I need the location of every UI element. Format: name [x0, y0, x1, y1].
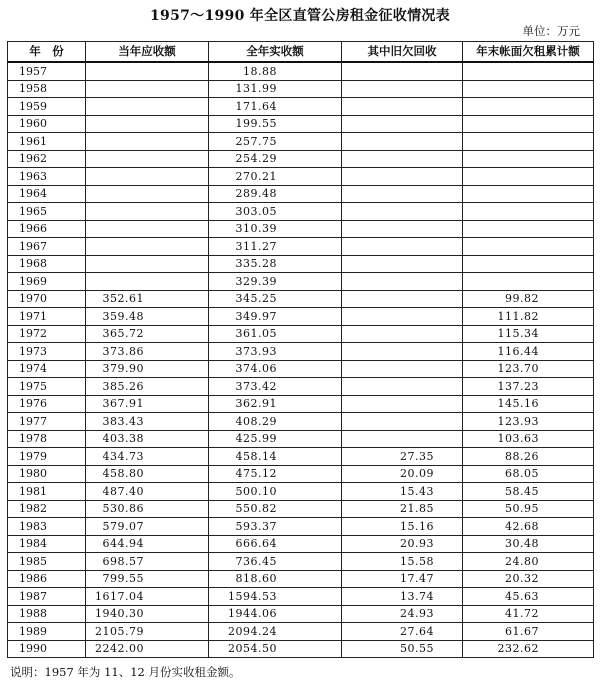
table-row [8, 465, 594, 483]
cell-arrears-recovered [342, 203, 463, 221]
cell-year: 1961 [8, 133, 86, 151]
cell-arrears-recovered: 15.43 [342, 483, 463, 501]
cell-arrears-recovered [342, 308, 463, 326]
cell-year: 1968 [8, 255, 86, 273]
cell-arrears-recovered [342, 343, 463, 361]
cell-collected: 361.05 [209, 325, 342, 343]
table-row [8, 255, 594, 273]
cell-year: 1982 [8, 500, 86, 518]
table-row [8, 413, 594, 431]
cell-arrears-accumulated: 45.63 [463, 588, 594, 606]
cell-year: 1958 [8, 80, 86, 98]
cell-receivable: 487.40 [86, 483, 209, 501]
cell-arrears-recovered: 27.35 [342, 448, 463, 466]
cell-arrears-recovered [342, 255, 463, 273]
cell-arrears-recovered: 20.09 [342, 465, 463, 483]
cell-receivable: 799.55 [86, 570, 209, 588]
cell-arrears-accumulated: 58.45 [463, 483, 594, 501]
header-collected: 全年实收额 [209, 42, 342, 63]
cell-year: 1963 [8, 168, 86, 186]
cell-year: 1986 [8, 570, 86, 588]
cell-arrears-recovered [342, 62, 463, 80]
cell-collected: 475.12 [209, 465, 342, 483]
cell-arrears-accumulated [463, 203, 594, 221]
cell-year: 1979 [8, 448, 86, 466]
cell-year: 1984 [8, 535, 86, 553]
cell-receivable: 383.43 [86, 413, 209, 431]
table-row [8, 553, 594, 571]
cell-receivable [86, 220, 209, 238]
cell-receivable: 2242.00 [86, 640, 209, 658]
table-row [8, 588, 594, 606]
table-row [8, 535, 594, 553]
cell-collected: 310.39 [209, 220, 342, 238]
cell-collected: 345.25 [209, 290, 342, 308]
cell-arrears-recovered [342, 378, 463, 396]
cell-collected: 199.55 [209, 115, 342, 133]
table-row [8, 115, 594, 133]
cell-receivable: 352.61 [86, 290, 209, 308]
cell-arrears-recovered: 50.55 [342, 640, 463, 658]
cell-year: 1973 [8, 343, 86, 361]
cell-receivable: 367.91 [86, 395, 209, 413]
cell-arrears-accumulated: 123.93 [463, 413, 594, 431]
table-row [8, 430, 594, 448]
cell-receivable [86, 273, 209, 291]
cell-receivable [86, 203, 209, 221]
footnote: 说明：1957 年为 11、12 月份实收租金额。 [10, 665, 241, 679]
cell-arrears-recovered [342, 133, 463, 151]
header-arrears-accumulated: 年末帐面欠租累计额 [463, 42, 594, 63]
cell-arrears-accumulated [463, 62, 594, 80]
cell-collected: 458.14 [209, 448, 342, 466]
cell-year: 1983 [8, 518, 86, 536]
cell-collected: 289.48 [209, 185, 342, 203]
cell-arrears-accumulated [463, 185, 594, 203]
cell-collected: 374.06 [209, 360, 342, 378]
table-row [8, 360, 594, 378]
cell-arrears-accumulated: 61.67 [463, 623, 594, 641]
cell-collected: 18.88 [209, 62, 342, 80]
header-row [8, 42, 594, 63]
cell-arrears-accumulated: 20.32 [463, 570, 594, 588]
cell-arrears-accumulated: 42.68 [463, 518, 594, 536]
cell-year: 1987 [8, 588, 86, 606]
table-row [8, 98, 594, 116]
cell-collected: 373.42 [209, 378, 342, 396]
cell-year: 1988 [8, 605, 86, 623]
table-row [8, 220, 594, 238]
table-row [8, 518, 594, 536]
cell-collected: 1594.53 [209, 588, 342, 606]
cell-year: 1969 [8, 273, 86, 291]
cell-arrears-accumulated: 116.44 [463, 343, 594, 361]
cell-arrears-recovered [342, 273, 463, 291]
cell-collected: 329.39 [209, 273, 342, 291]
cell-arrears-accumulated: 137.23 [463, 378, 594, 396]
cell-year: 1976 [8, 395, 86, 413]
cell-collected: 666.64 [209, 535, 342, 553]
cell-arrears-accumulated [463, 220, 594, 238]
cell-receivable: 379.90 [86, 360, 209, 378]
header-receivable: 当年应收额 [86, 42, 209, 63]
cell-receivable [86, 62, 209, 80]
cell-receivable: 1940.30 [86, 605, 209, 623]
cell-year: 1967 [8, 238, 86, 256]
table-row [8, 325, 594, 343]
table-row [8, 395, 594, 413]
cell-arrears-recovered: 17.47 [342, 570, 463, 588]
table-body [8, 62, 594, 658]
cell-arrears-recovered [342, 413, 463, 431]
cell-arrears-accumulated: 50.95 [463, 500, 594, 518]
cell-arrears-recovered: 27.64 [342, 623, 463, 641]
cell-year: 1975 [8, 378, 86, 396]
cell-year: 1966 [8, 220, 86, 238]
cell-receivable [86, 133, 209, 151]
cell-arrears-accumulated [463, 273, 594, 291]
cell-arrears-recovered [342, 395, 463, 413]
cell-collected: 349.97 [209, 308, 342, 326]
table-row [8, 343, 594, 361]
cell-year: 1974 [8, 360, 86, 378]
cell-collected: 2054.50 [209, 640, 342, 658]
cell-receivable: 434.73 [86, 448, 209, 466]
table-row [8, 203, 594, 221]
cell-arrears-recovered [342, 115, 463, 133]
cell-arrears-accumulated: 30.48 [463, 535, 594, 553]
cell-arrears-accumulated [463, 255, 594, 273]
table-row [8, 185, 594, 203]
cell-receivable [86, 115, 209, 133]
table-row [8, 150, 594, 168]
cell-receivable: 1617.04 [86, 588, 209, 606]
cell-arrears-accumulated: 103.63 [463, 430, 594, 448]
cell-receivable: 579.07 [86, 518, 209, 536]
cell-receivable [86, 80, 209, 98]
table-row [8, 448, 594, 466]
cell-collected: 593.37 [209, 518, 342, 536]
cell-arrears-accumulated: 41.72 [463, 605, 594, 623]
table-row [8, 62, 594, 80]
table-row [8, 273, 594, 291]
cell-arrears-recovered [342, 360, 463, 378]
cell-receivable: 403.38 [86, 430, 209, 448]
cell-collected: 425.99 [209, 430, 342, 448]
cell-arrears-recovered [342, 185, 463, 203]
cell-arrears-accumulated [463, 168, 594, 186]
cell-collected: 362.91 [209, 395, 342, 413]
cell-arrears-recovered [342, 80, 463, 98]
cell-receivable: 373.86 [86, 343, 209, 361]
cell-arrears-recovered [342, 290, 463, 308]
cell-year: 1985 [8, 553, 86, 571]
cell-arrears-accumulated [463, 98, 594, 116]
cell-arrears-recovered: 15.58 [342, 553, 463, 571]
cell-receivable: 530.86 [86, 500, 209, 518]
cell-receivable: 458.80 [86, 465, 209, 483]
cell-arrears-accumulated [463, 80, 594, 98]
cell-receivable [86, 238, 209, 256]
cell-receivable [86, 150, 209, 168]
cell-arrears-accumulated: 111.82 [463, 308, 594, 326]
cell-year: 1971 [8, 308, 86, 326]
cell-year: 1959 [8, 98, 86, 116]
cell-receivable [86, 255, 209, 273]
cell-arrears-recovered [342, 238, 463, 256]
cell-year: 1972 [8, 325, 86, 343]
cell-arrears-accumulated: 115.34 [463, 325, 594, 343]
cell-receivable: 385.26 [86, 378, 209, 396]
cell-year: 1989 [8, 623, 86, 641]
cell-year: 1965 [8, 203, 86, 221]
table-row [8, 168, 594, 186]
cell-collected: 131.99 [209, 80, 342, 98]
cell-receivable [86, 98, 209, 116]
header-year: 年 份 [8, 42, 86, 63]
cell-year: 1960 [8, 115, 86, 133]
cell-arrears-accumulated: 145.16 [463, 395, 594, 413]
cell-arrears-recovered: 13.74 [342, 588, 463, 606]
cell-arrears-recovered [342, 220, 463, 238]
cell-arrears-accumulated [463, 115, 594, 133]
table-row [8, 570, 594, 588]
cell-collected: 311.27 [209, 238, 342, 256]
cell-arrears-recovered [342, 325, 463, 343]
cell-collected: 254.29 [209, 150, 342, 168]
cell-collected: 373.93 [209, 343, 342, 361]
cell-receivable: 359.48 [86, 308, 209, 326]
cell-year: 1990 [8, 640, 86, 658]
table-row [8, 290, 594, 308]
cell-year: 1962 [8, 150, 86, 168]
cell-receivable: 698.57 [86, 553, 209, 571]
cell-arrears-accumulated: 232.62 [463, 640, 594, 658]
cell-receivable: 644.94 [86, 535, 209, 553]
cell-collected: 2094.24 [209, 623, 342, 641]
cell-arrears-recovered [342, 98, 463, 116]
cell-arrears-accumulated: 123.70 [463, 360, 594, 378]
table-title: 1957～1990 年全区直管公房租金征收情况表 [149, 8, 450, 24]
table-row [8, 378, 594, 396]
cell-collected: 257.75 [209, 133, 342, 151]
cell-year: 1978 [8, 430, 86, 448]
cell-collected: 303.05 [209, 203, 342, 221]
header-arrears-recovered: 其中旧欠回收 [342, 42, 463, 63]
cell-arrears-accumulated: 24.80 [463, 553, 594, 571]
cell-collected: 408.29 [209, 413, 342, 431]
cell-collected: 550.82 [209, 500, 342, 518]
table-row [8, 605, 594, 623]
cell-arrears-recovered [342, 168, 463, 186]
cell-arrears-accumulated: 88.26 [463, 448, 594, 466]
cell-arrears-accumulated: 68.05 [463, 465, 594, 483]
cell-collected: 171.64 [209, 98, 342, 116]
cell-arrears-accumulated [463, 150, 594, 168]
cell-collected: 270.21 [209, 168, 342, 186]
unit-label: 单位：万元 [522, 24, 580, 38]
cell-year: 1980 [8, 465, 86, 483]
cell-arrears-accumulated [463, 238, 594, 256]
cell-year: 1964 [8, 185, 86, 203]
cell-arrears-recovered: 24.93 [342, 605, 463, 623]
rent-collection-table [7, 41, 594, 658]
cell-receivable [86, 168, 209, 186]
cell-collected: 335.28 [209, 255, 342, 273]
cell-year: 1970 [8, 290, 86, 308]
cell-arrears-recovered: 15.16 [342, 518, 463, 536]
table-row [8, 500, 594, 518]
cell-arrears-recovered: 21.85 [342, 500, 463, 518]
cell-collected: 736.45 [209, 553, 342, 571]
cell-year: 1977 [8, 413, 86, 431]
table-row [8, 623, 594, 641]
cell-arrears-accumulated [463, 133, 594, 151]
table-row [8, 238, 594, 256]
cell-receivable: 2105.79 [86, 623, 209, 641]
cell-year: 1957 [8, 62, 86, 80]
table-row [8, 80, 594, 98]
table-row [8, 640, 594, 658]
cell-year: 1981 [8, 483, 86, 501]
cell-collected: 818.60 [209, 570, 342, 588]
cell-collected: 500.10 [209, 483, 342, 501]
table-row [8, 308, 594, 326]
cell-arrears-recovered [342, 430, 463, 448]
cell-collected: 1944.06 [209, 605, 342, 623]
cell-receivable [86, 185, 209, 203]
table-row [8, 133, 594, 151]
cell-arrears-recovered [342, 150, 463, 168]
cell-arrears-recovered: 20.93 [342, 535, 463, 553]
cell-arrears-accumulated: 99.82 [463, 290, 594, 308]
cell-receivable: 365.72 [86, 325, 209, 343]
table-row [8, 483, 594, 501]
